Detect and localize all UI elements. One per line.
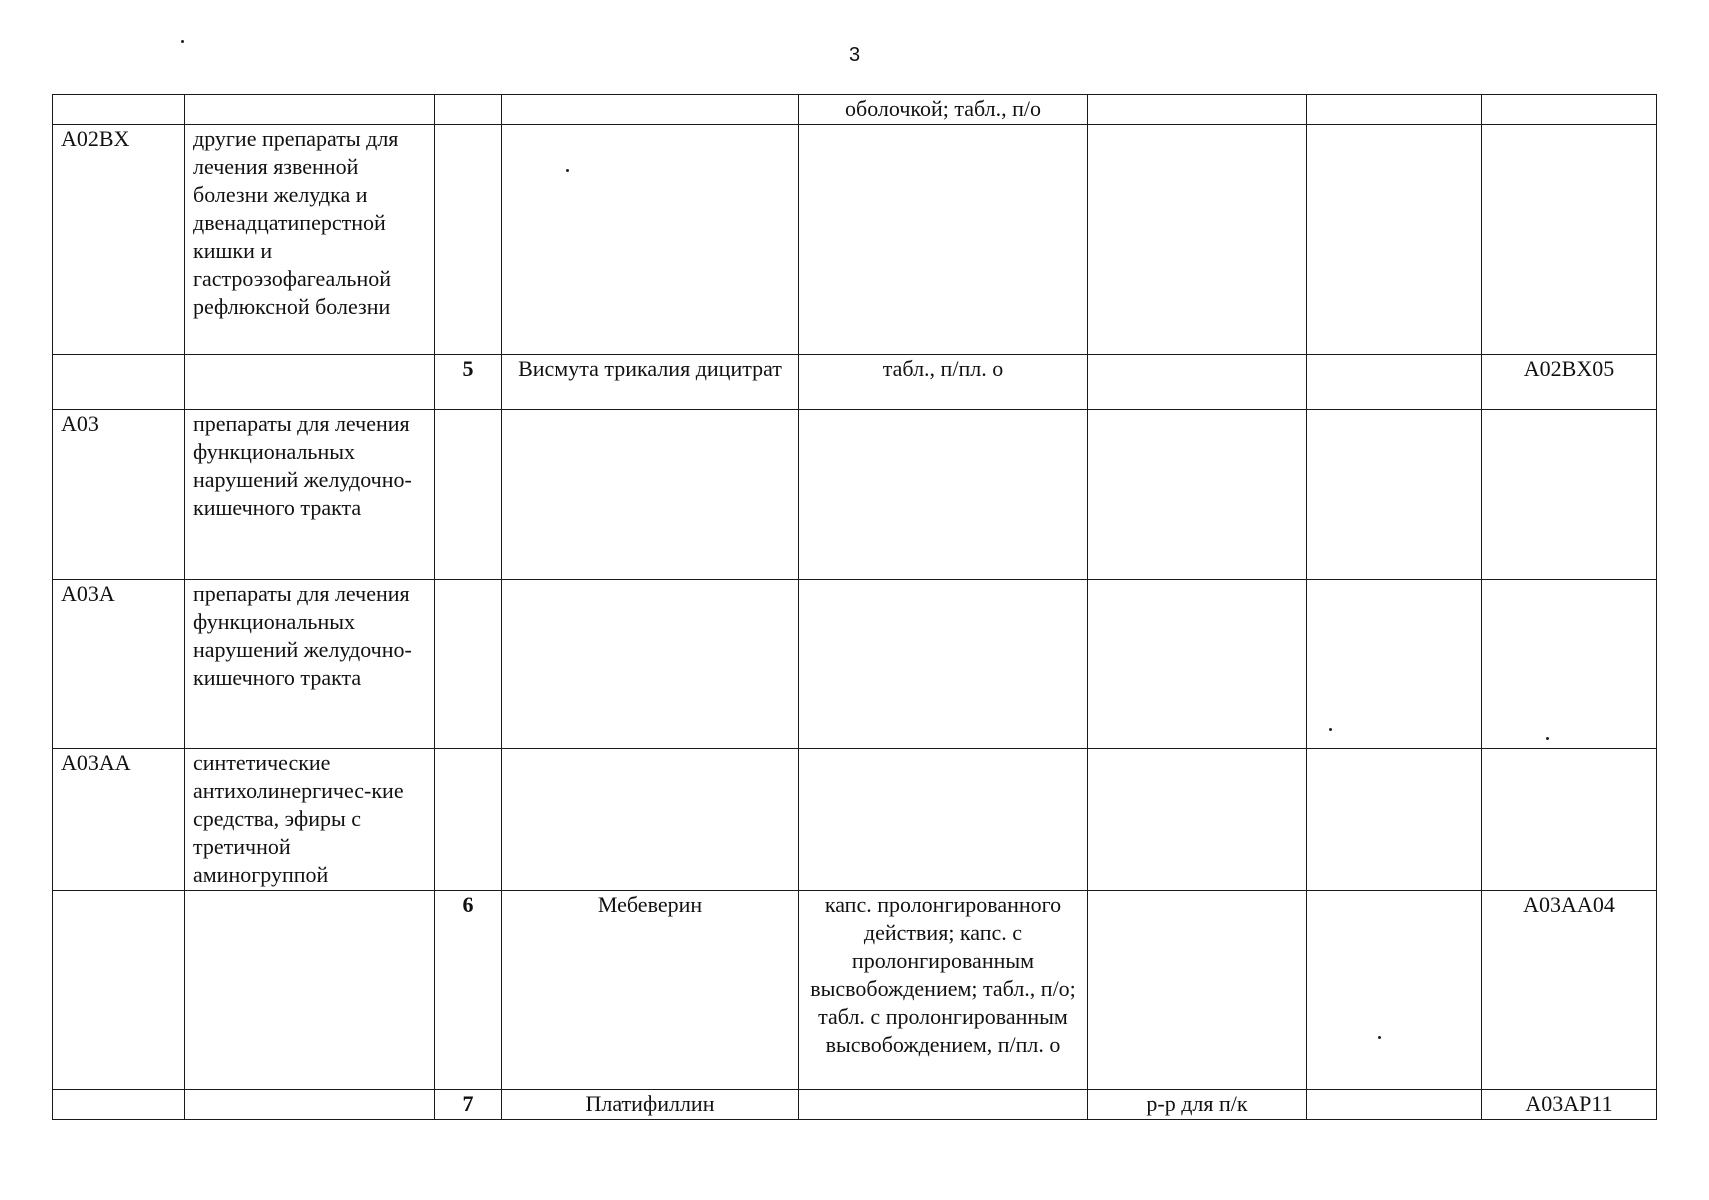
empty-cell: [1307, 95, 1482, 125]
dosage-form-alt-cell: [1088, 125, 1307, 355]
group-name-cell: [185, 95, 435, 125]
dosage-form-alt-cell: [1088, 891, 1307, 1090]
drug-name-cell: [502, 95, 799, 125]
empty-cell: [1307, 355, 1482, 410]
table-row: [53, 125, 1657, 355]
dosage-form-cell: [799, 1090, 1088, 1120]
table-row: [53, 749, 1657, 891]
dosage-form-cell: [799, 580, 1088, 749]
group-name-cell: [185, 355, 435, 410]
item-number-cell: [435, 749, 502, 891]
dosage-form-alt-cell: р-р для п/к: [1088, 1090, 1307, 1120]
group-name-cell: другие препараты для лечения язвенной болезни желудка и двенадцатиперстной кишки и гастроэзофагеальной рефлюксной болезни: [185, 125, 435, 355]
atc-code-cell: [1482, 749, 1657, 891]
table-row: [53, 580, 1657, 749]
empty-cell: [1307, 125, 1482, 355]
dosage-form-alt-cell: [1088, 95, 1307, 125]
item-number-cell: 6: [435, 891, 502, 1090]
item-number-cell: 7: [435, 1090, 502, 1120]
atc-group-code-cell: [53, 355, 185, 410]
atc-code-cell: [1482, 580, 1657, 749]
item-number-cell: [435, 125, 502, 355]
empty-cell: [1307, 1090, 1482, 1120]
atc-group-code-cell: A03A: [53, 580, 185, 749]
table-row: [53, 1090, 1657, 1120]
dosage-form-cell: табл., п/пл. о: [799, 355, 1088, 410]
dosage-form-cell: [799, 749, 1088, 891]
group-name-cell: синтетические антихолинергичес-кие средства, эфиры с третичной аминогруппой: [185, 749, 435, 891]
atc-code-cell: [1482, 410, 1657, 580]
dosage-form-cell: [799, 125, 1088, 355]
drug-name-cell: Мебеверин: [502, 891, 799, 1090]
drug-name-cell: Платифиллин: [502, 1090, 799, 1120]
scan-speck: [181, 40, 184, 43]
group-name-cell: препараты для лечения функциональных нарушений желудочно-кишечного тракта: [185, 580, 435, 749]
table-row: [53, 95, 1657, 125]
group-name-cell: [185, 1090, 435, 1120]
table-row: [53, 410, 1657, 580]
atc-code-cell: A02BX05: [1482, 355, 1657, 410]
table-row: [53, 891, 1657, 1090]
dosage-form-alt-cell: [1088, 355, 1307, 410]
dosage-form-cell: оболочкой; табл., п/о: [799, 95, 1088, 125]
atc-group-code-cell: [53, 95, 185, 125]
dosage-form-alt-cell: [1088, 580, 1307, 749]
atc-code-cell: A03AA04: [1482, 891, 1657, 1090]
atc-code-cell: [1482, 95, 1657, 125]
atc-group-code-cell: [53, 1090, 185, 1120]
drug-name-cell: [502, 410, 799, 580]
item-number-cell: 5: [435, 355, 502, 410]
atc-group-code-cell: [53, 891, 185, 1090]
dosage-form-alt-cell: [1088, 749, 1307, 891]
atc-group-code-cell: A02BX: [53, 125, 185, 355]
item-number-cell: [435, 580, 502, 749]
group-name-cell: [185, 891, 435, 1090]
item-number-cell: [435, 95, 502, 125]
item-number-cell: [435, 410, 502, 580]
empty-cell: [1307, 749, 1482, 891]
atc-group-code-cell: A03AA: [53, 749, 185, 891]
atc-code-cell: [1482, 125, 1657, 355]
drug-name-cell: [502, 125, 799, 355]
dosage-form-cell: [799, 410, 1088, 580]
table-row: [53, 355, 1657, 410]
page-number: 3: [848, 44, 861, 66]
dosage-form-cell: капс. пролонгированного действия; капс. с пролонгированным высвобождением; табл., п/о; табл. с пролонгированным высвобождением, п/пл. о: [799, 891, 1088, 1090]
drug-name-cell: [502, 749, 799, 891]
atc-code-cell: A03AP11: [1482, 1090, 1657, 1120]
drug-name-cell: Висмута трикалия дицитрат: [502, 355, 799, 410]
atc-group-code-cell: A03: [53, 410, 185, 580]
drug-name-cell: [502, 580, 799, 749]
empty-cell: [1307, 891, 1482, 1090]
dosage-form-alt-cell: [1088, 410, 1307, 580]
drug-list-table: [52, 94, 1657, 1120]
empty-cell: [1307, 580, 1482, 749]
empty-cell: [1307, 410, 1482, 580]
group-name-cell: препараты для лечения функциональных нарушений желудочно-кишечного тракта: [185, 410, 435, 580]
